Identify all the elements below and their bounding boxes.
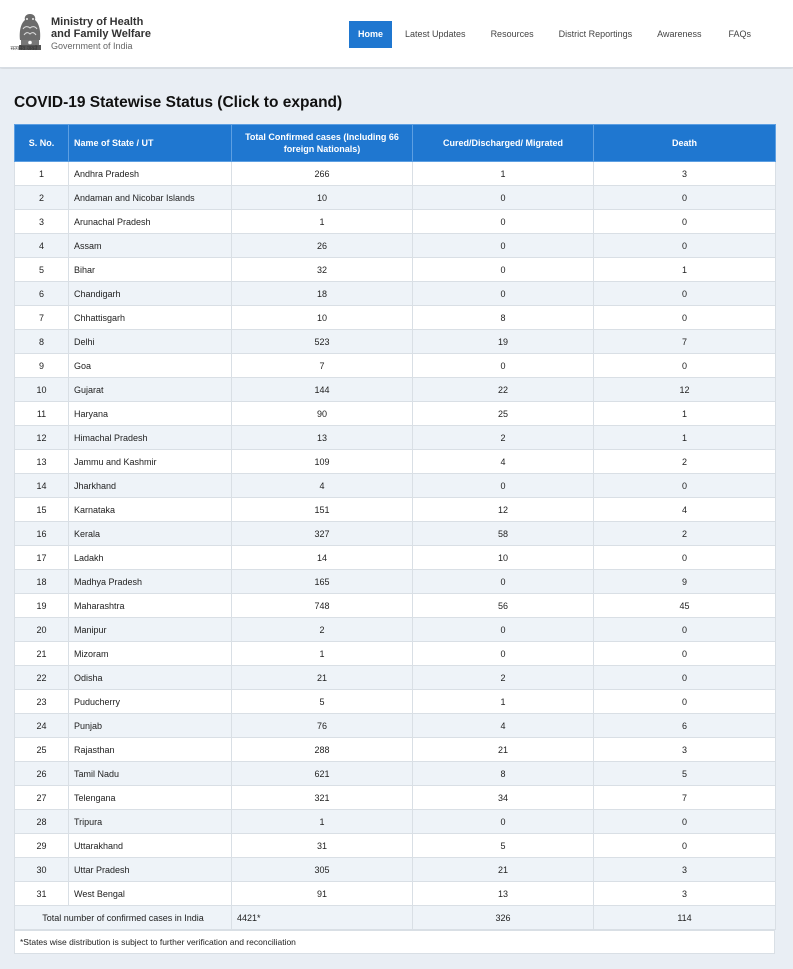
cell-confirmed: 32 [232,258,413,282]
cell-state: Uttar Pradesh [69,858,232,882]
cell-sno: 28 [15,810,69,834]
table-row[interactable] [15,666,776,690]
table-row[interactable] [15,210,776,234]
cell-death: 7 [594,330,776,354]
cell-death: 0 [594,834,776,858]
cell-cured: 34 [413,786,594,810]
cell-death: 3 [594,882,776,906]
cell-cured: 4 [413,714,594,738]
cell-confirmed: 90 [232,402,413,426]
cell-sno: 27 [15,786,69,810]
col-header-cured: Cured/Discharged/ Migrated [413,125,594,162]
cell-confirmed: 748 [232,594,413,618]
cell-confirmed: 1 [232,642,413,666]
cell-cured: 25 [413,402,594,426]
cell-sno: 5 [15,258,69,282]
cell-cured: 0 [413,642,594,666]
cell-death: 0 [594,234,776,258]
cell-state: Tamil Nadu [69,762,232,786]
cell-cured: 0 [413,354,594,378]
nav-district-reportings[interactable]: District Reportings [558,29,633,39]
cell-sno: 30 [15,858,69,882]
brand-line-3: Government of India [51,41,133,51]
cell-cured: 1 [413,690,594,714]
cell-death: 0 [594,810,776,834]
table-row[interactable] [15,858,776,882]
cell-state: Andhra Pradesh [69,162,232,186]
cell-cured: 0 [413,618,594,642]
cell-sno: 2 [15,186,69,210]
cell-state: Chhattisgarh [69,306,232,330]
cell-confirmed: 109 [232,450,413,474]
table-row[interactable] [15,882,776,906]
cell-sno: 24 [15,714,69,738]
brand-line-1: Ministry of Health [51,16,144,28]
cell-state: Maharashtra [69,594,232,618]
cell-cured: 10 [413,546,594,570]
cell-confirmed: 4 [232,474,413,498]
table-row[interactable] [15,282,776,306]
cell-cured: 0 [413,570,594,594]
table-row[interactable] [15,546,776,570]
cell-confirmed: 21 [232,666,413,690]
cell-state: Punjab [69,714,232,738]
cell-sno: 23 [15,690,69,714]
table-row[interactable] [15,714,776,738]
cell-state: Ladakh [69,546,232,570]
table-row[interactable] [15,642,776,666]
nav-faqs[interactable]: FAQs [728,29,751,39]
cell-death: 0 [594,666,776,690]
cell-death: 7 [594,786,776,810]
cell-state: Karnataka [69,498,232,522]
cell-death: 2 [594,522,776,546]
cell-confirmed: 144 [232,378,413,402]
cell-confirmed: 327 [232,522,413,546]
cell-state: Madhya Pradesh [69,570,232,594]
nav-home[interactable]: Home [349,21,392,48]
cell-sno: 25 [15,738,69,762]
national-emblem-icon[interactable] [12,9,48,61]
cell-sno: 13 [15,450,69,474]
table-row[interactable] [15,402,776,426]
cell-confirmed: 18 [232,282,413,306]
cell-confirmed: 321 [232,786,413,810]
cell-sno: 7 [15,306,69,330]
cell-cured: 22 [413,378,594,402]
cell-sno: 31 [15,882,69,906]
cell-sno: 22 [15,666,69,690]
cell-cured: 0 [413,282,594,306]
table-header-row [15,125,776,162]
cell-state: Goa [69,354,232,378]
cell-death: 6 [594,714,776,738]
col-header-sno: S. No. [15,125,69,162]
table-row[interactable] [15,618,776,642]
cell-confirmed: 305 [232,858,413,882]
cell-cured: 58 [413,522,594,546]
cell-confirmed: 13 [232,426,413,450]
cell-confirmed: 91 [232,882,413,906]
nav-latest-updates[interactable]: Latest Updates [405,29,466,39]
nav-resources[interactable]: Resources [490,29,534,39]
cell-state: Puducherry [69,690,232,714]
cell-state: Arunachal Pradesh [69,210,232,234]
page-title[interactable]: COVID-19 Statewise Status (Click to expand) [14,94,343,111]
cell-state: Telengana [69,786,232,810]
cell-death: 3 [594,738,776,762]
cell-death: 0 [594,186,776,210]
cell-sno: 12 [15,426,69,450]
ministry-brand[interactable] [51,16,151,52]
cell-death: 0 [594,546,776,570]
col-header-state: Name of State / UT [69,125,232,162]
cell-death: 3 [594,858,776,882]
cell-cured: 0 [413,234,594,258]
cell-death: 4 [594,498,776,522]
cell-sno: 20 [15,618,69,642]
cell-confirmed: 1 [232,810,413,834]
cell-death: 12 [594,378,776,402]
cell-sno: 29 [15,834,69,858]
cell-cured: 56 [413,594,594,618]
cell-death: 1 [594,426,776,450]
cell-state: Bihar [69,258,232,282]
cell-confirmed: 14 [232,546,413,570]
cell-sno: 3 [15,210,69,234]
footnote: *States wise distribution is subject to further verification and reconciliation [14,930,775,954]
cell-state: Andaman and Nicobar Islands [69,186,232,210]
cell-sno: 18 [15,570,69,594]
table-row[interactable] [15,474,776,498]
cell-state: Jammu and Kashmir [69,450,232,474]
main-nav [349,21,757,48]
cell-cured: 0 [413,186,594,210]
cell-confirmed: 523 [232,330,413,354]
cell-confirmed: 31 [232,834,413,858]
cell-sno: 4 [15,234,69,258]
cell-death: 9 [594,570,776,594]
table-row[interactable] [15,162,776,186]
cell-confirmed: 5 [232,690,413,714]
cell-confirmed: 76 [232,714,413,738]
site-header [0,0,793,68]
cell-death: 5 [594,762,776,786]
cell-state: Kerala [69,522,232,546]
cell-death: 2 [594,450,776,474]
table-row[interactable] [15,810,776,834]
nav-awareness[interactable]: Awareness [657,29,702,39]
cell-cured: 0 [413,810,594,834]
cell-state: West Bengal [69,882,232,906]
cell-cured: 8 [413,306,594,330]
cell-state: Gujarat [69,378,232,402]
cell-state: Chandigarh [69,282,232,306]
cell-cured: 8 [413,762,594,786]
total-death: 114 [594,906,776,930]
table-row[interactable] [15,570,776,594]
cell-cured: 12 [413,498,594,522]
cell-death: 0 [594,306,776,330]
emblem-motto: सत्यमेव जयते [10,46,38,52]
cell-sno: 15 [15,498,69,522]
cell-confirmed: 10 [232,306,413,330]
cell-cured: 2 [413,666,594,690]
cell-death: 0 [594,690,776,714]
cell-confirmed: 7 [232,354,413,378]
cell-cured: 19 [413,330,594,354]
cell-death: 0 [594,210,776,234]
cell-confirmed: 621 [232,762,413,786]
table-row[interactable] [15,834,776,858]
cell-sno: 11 [15,402,69,426]
cell-confirmed: 165 [232,570,413,594]
table-row[interactable] [15,522,776,546]
cell-sno: 16 [15,522,69,546]
cell-death: 1 [594,402,776,426]
cell-state: Uttarakhand [69,834,232,858]
cell-death: 0 [594,282,776,306]
cell-confirmed: 1 [232,210,413,234]
cell-death: 45 [594,594,776,618]
brand-line-2: and Family Welfare [51,28,152,40]
main-content [0,69,793,969]
cell-cured: 21 [413,858,594,882]
cell-death: 0 [594,354,776,378]
table-row[interactable] [15,450,776,474]
col-header-death: Death [594,125,776,162]
cell-death: 0 [594,642,776,666]
cell-confirmed: 151 [232,498,413,522]
cell-cured: 13 [413,882,594,906]
col-header-confirmed: Total Confirmed cases (Including 66 foreign Nationals) [232,125,413,162]
cell-sno: 26 [15,762,69,786]
cell-sno: 10 [15,378,69,402]
cell-death: 0 [594,474,776,498]
table-row[interactable] [15,258,776,282]
cell-death: 1 [594,258,776,282]
cell-cured: 0 [413,210,594,234]
total-confirmed: 4421* [232,906,413,930]
cell-sno: 9 [15,354,69,378]
cell-confirmed: 288 [232,738,413,762]
table-row[interactable] [15,354,776,378]
cell-confirmed: 2 [232,618,413,642]
cell-sno: 8 [15,330,69,354]
table-row[interactable] [15,594,776,618]
statewise-table [14,124,776,930]
table-row[interactable] [15,762,776,786]
cell-sno: 6 [15,282,69,306]
cell-confirmed: 10 [232,186,413,210]
cell-state: Odisha [69,666,232,690]
cell-cured: 0 [413,474,594,498]
cell-cured: 5 [413,834,594,858]
cell-state: Himachal Pradesh [69,426,232,450]
cell-sno: 21 [15,642,69,666]
table-row[interactable] [15,330,776,354]
cell-state: Mizoram [69,642,232,666]
cell-state: Jharkhand [69,474,232,498]
table-row[interactable] [15,498,776,522]
table-row[interactable] [15,738,776,762]
cell-cured: 1 [413,162,594,186]
cell-state: Haryana [69,402,232,426]
table-total-row [15,906,776,930]
statewise-table-wrapper [14,124,775,954]
cell-cured: 4 [413,450,594,474]
table-row[interactable] [15,306,776,330]
total-cured: 326 [413,906,594,930]
cell-state: Assam [69,234,232,258]
cell-sno: 17 [15,546,69,570]
cell-cured: 21 [413,738,594,762]
cell-sno: 1 [15,162,69,186]
cell-state: Tripura [69,810,232,834]
cell-sno: 19 [15,594,69,618]
cell-death: 3 [594,162,776,186]
cell-cured: 0 [413,258,594,282]
cell-cured: 2 [413,426,594,450]
cell-state: Delhi [69,330,232,354]
table-row[interactable] [15,426,776,450]
cell-confirmed: 266 [232,162,413,186]
table-row[interactable] [15,186,776,210]
cell-sno: 14 [15,474,69,498]
table-row[interactable] [15,378,776,402]
total-label: Total number of confirmed cases in India [15,906,232,930]
cell-state: Rajasthan [69,738,232,762]
cell-state: Manipur [69,618,232,642]
table-row[interactable] [15,786,776,810]
cell-death: 0 [594,618,776,642]
cell-confirmed: 26 [232,234,413,258]
table-row[interactable] [15,690,776,714]
table-row[interactable] [15,234,776,258]
